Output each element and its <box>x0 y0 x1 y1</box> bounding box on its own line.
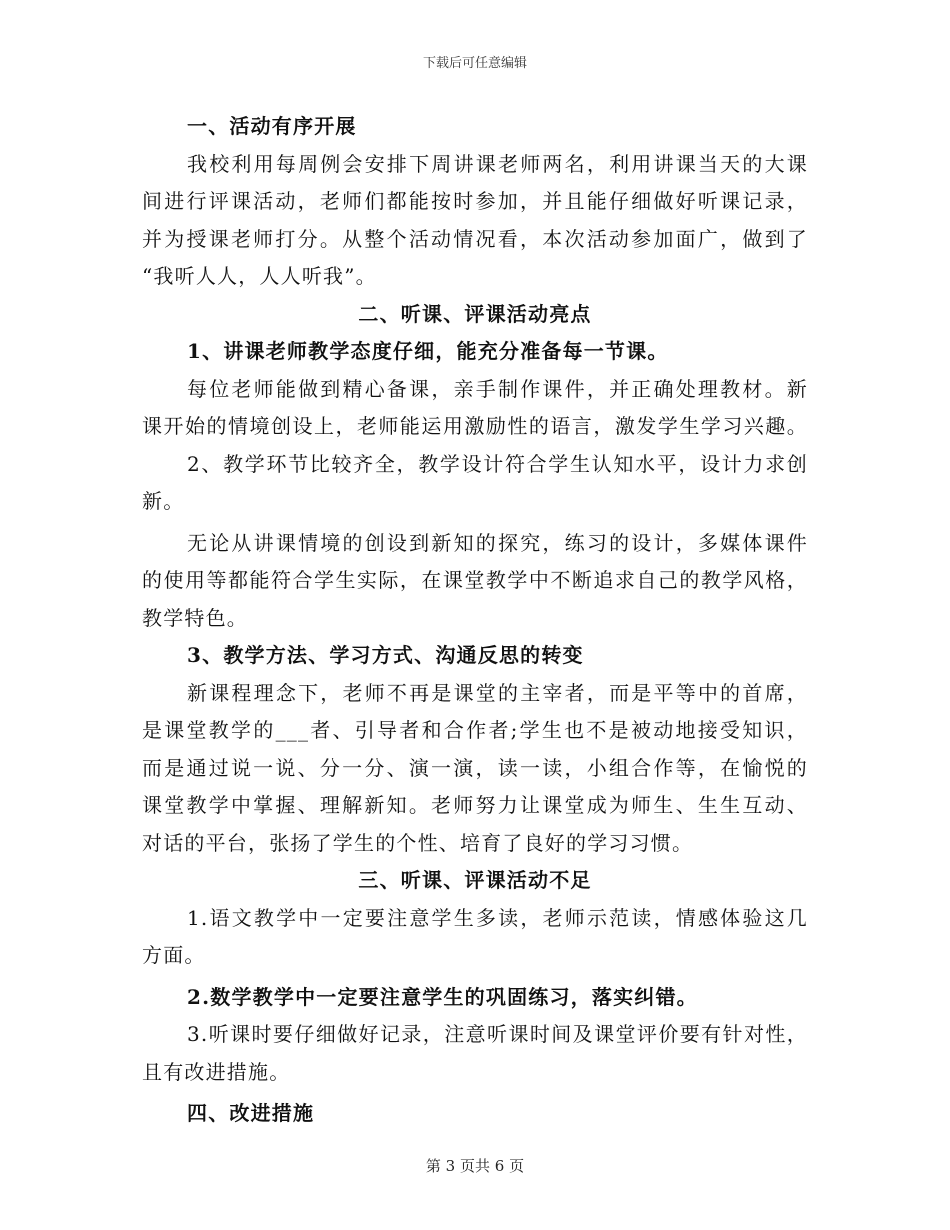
paragraph-line: 方面。 <box>142 943 206 967</box>
paragraph-line: 教学特色。 <box>142 605 248 630</box>
paragraph-line: 每位老师能做到精心备课，亲手制作课件，并正确处理教材。新 <box>187 376 808 401</box>
item-heading-2: 2、教学环节比较齐全，教学设计符合学生认知水平，设计力求创 <box>187 451 808 476</box>
paragraph-line: 而是通过说一说、分一分、演一演，读一读，小组合作等，在愉悦的 <box>142 755 808 780</box>
paragraph-line: 课堂教学中掌握、理解新知。老师努力让课堂成为师生、生生互动、 <box>142 793 808 817</box>
item-heading-1: 1、讲课老师教学态度仔细，能充分准备每一节课。 <box>187 339 669 363</box>
item-heading-3: 3、教学方法、学习方式、沟通反思的转变 <box>187 643 584 667</box>
paragraph-line: 课开始的情境创设上，老师能运用激励性的语言，激发学生学习兴趣。 <box>142 414 808 438</box>
page-header-note: 下载后可任意编辑 <box>422 56 527 71</box>
paragraph-line: 新课程理念下，老师不再是课堂的主宰者，而是平等中的首席， <box>187 680 808 705</box>
paragraph-line: “我听人人，人人听我”。 <box>142 264 377 288</box>
paragraph-line: 并为授课老师打分。从整个活动情况看，本次活动参加面广，做到了 <box>142 226 808 251</box>
paragraph-line: 且有改进措施。 <box>142 1059 291 1084</box>
paragraph-line: 新。 <box>142 489 185 513</box>
paragraph-line: 我校利用每周例会安排下周讲课老师两名，利用讲课当天的大课 <box>187 151 808 176</box>
point-heading-2: 2.数学教学中一定要注意学生的巩固练习，落实纠错。 <box>187 984 698 1009</box>
paragraph-line: 无论从讲课情境的创设到新知的探究，练习的设计，多媒体课件 <box>187 530 808 555</box>
section-heading-1: 一、活动有序开展 <box>187 114 357 138</box>
paragraph-line: 是课堂教学的___者、引导者和合作者;学生也不是被动地接受知识， <box>142 718 808 742</box>
paragraph-line: 1.语文教学中一定要注意学生多读，老师示范读，情感体验这几 <box>187 905 808 930</box>
section-heading-4: 四、改进措施 <box>187 1101 315 1125</box>
document-body <box>142 108 808 1133</box>
paragraph-line: 对话的平台，张扬了学生的个性、培育了良好的学习习惯。 <box>142 830 694 855</box>
paragraph-line: 的使用等都能符合学生实际，在课堂教学中不断追求自己的教学风格， <box>142 568 808 592</box>
section-heading-2: 二、听课、评课活动亮点 <box>358 301 592 326</box>
paragraph-line: 间进行评课活动，老师们都能按时参加，并且能仔细做好听课记录， <box>142 189 808 213</box>
page-number: 第 3 页共 6 页 <box>425 1157 525 1175</box>
paragraph-line: 3.听课时要仔细做好记录，注意听课时间及课堂评价要有针对性， <box>187 1022 808 1046</box>
section-heading-3: 三、听课、评课活动不足 <box>358 868 592 892</box>
